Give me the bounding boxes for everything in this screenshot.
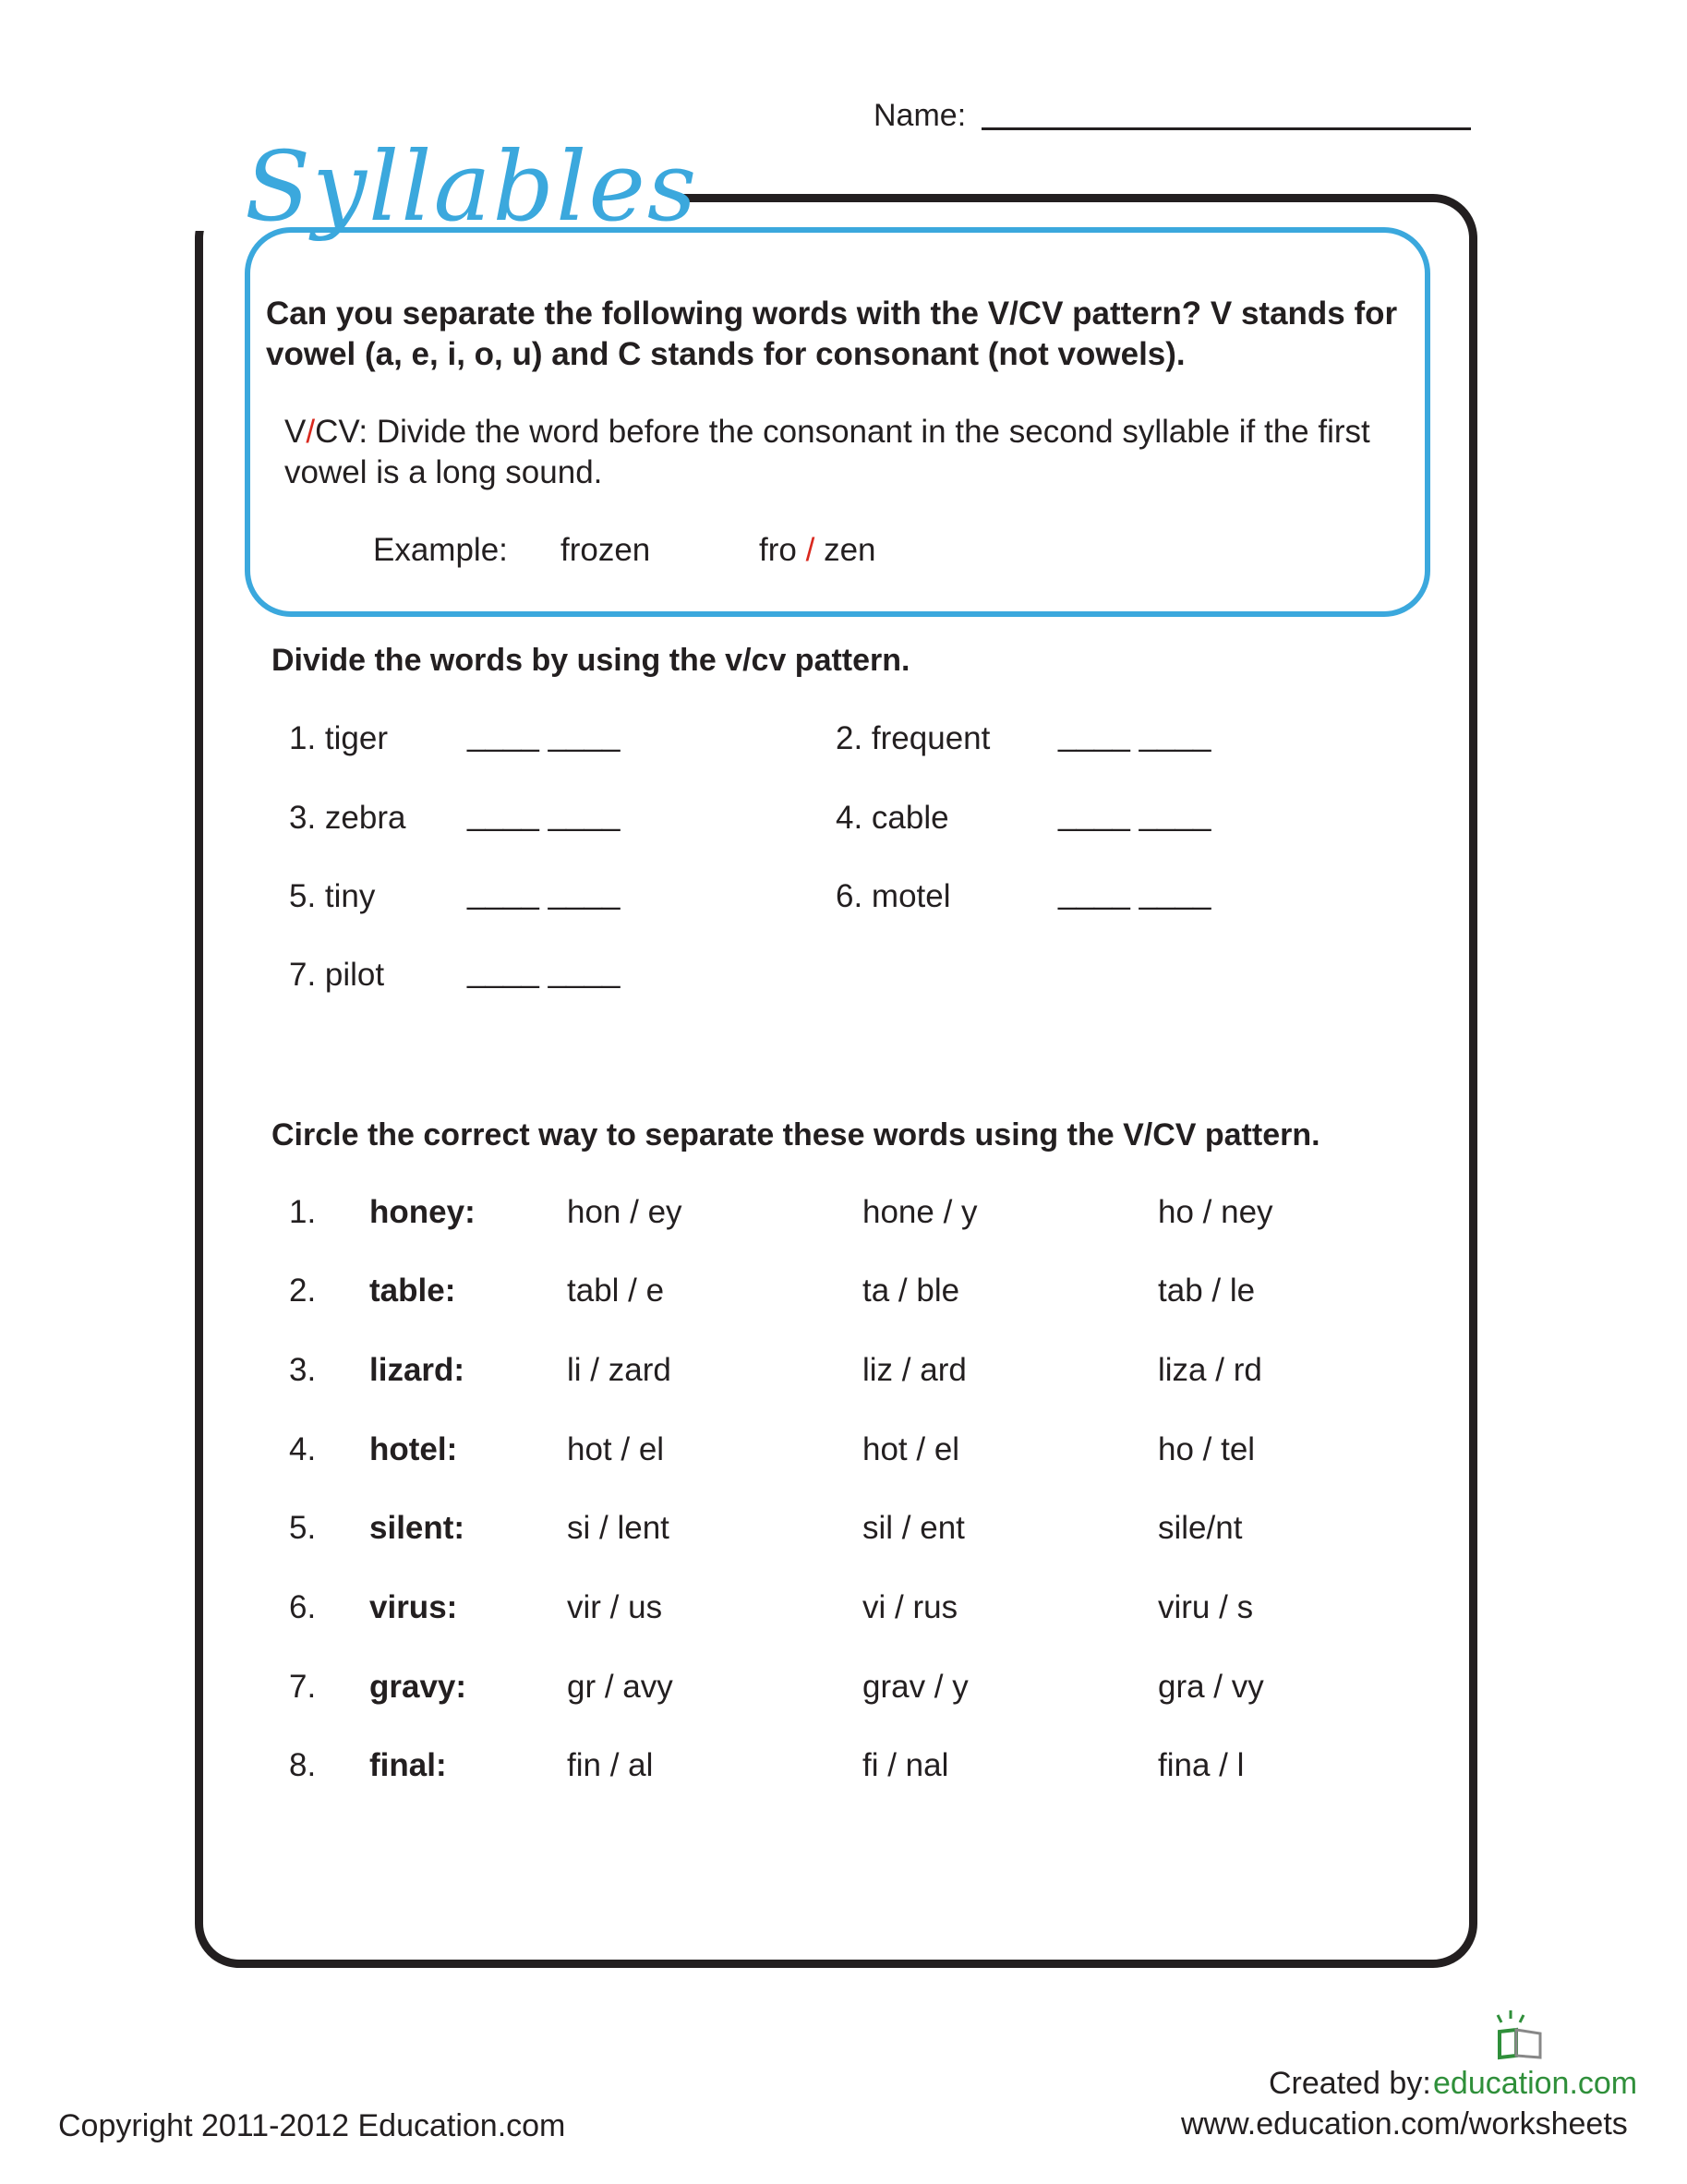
row-number: 5. — [289, 1510, 317, 1546]
option-3[interactable]: tab / le — [1158, 1273, 1256, 1309]
divide-blank-2[interactable]: ____ ____ — [1058, 717, 1211, 753]
website-url[interactable]: www.education.com/worksheets — [1181, 2106, 1628, 2142]
divide-blank-6[interactable]: ____ ____ — [1058, 875, 1211, 911]
example-part2: zen — [824, 532, 876, 568]
option-1[interactable]: gr / avy — [567, 1669, 673, 1705]
option-2[interactable]: ta / ble — [862, 1273, 960, 1309]
option-3[interactable]: gra / vy — [1158, 1669, 1264, 1705]
option-3[interactable]: ho / tel — [1158, 1431, 1256, 1467]
name-line[interactable] — [982, 127, 1471, 130]
row-word: gravy: — [369, 1669, 467, 1705]
row-word: hotel: — [369, 1431, 458, 1467]
option-2[interactable]: liz / ard — [862, 1352, 967, 1388]
option-2[interactable]: fi / nal — [862, 1747, 949, 1783]
option-1[interactable]: vir / us — [567, 1589, 663, 1625]
row-word: final: — [369, 1747, 447, 1783]
divide-item-4: 4. cable — [836, 800, 949, 836]
divide-item-2: 2. frequent — [836, 720, 991, 756]
option-2[interactable]: sil / ent — [862, 1510, 965, 1546]
option-3[interactable]: sile/nt — [1158, 1510, 1243, 1546]
option-1[interactable]: fin / al — [567, 1747, 654, 1783]
created-by-label: Created by: — [1269, 2066, 1431, 2101]
copyright-text: Copyright 2011-2012 Education.com — [58, 2108, 566, 2143]
option-3[interactable]: fina / l — [1158, 1747, 1245, 1783]
example-word: frozen — [560, 532, 651, 568]
row-number: 2. — [289, 1273, 317, 1309]
row-number: 7. — [289, 1669, 317, 1705]
option-3[interactable]: liza / rd — [1158, 1352, 1262, 1388]
row-word: table: — [369, 1273, 456, 1309]
row-number: 3. — [289, 1352, 317, 1388]
option-1[interactable]: si / lent — [567, 1510, 669, 1546]
rule-slash: / — [306, 414, 316, 450]
option-2[interactable]: grav / y — [862, 1669, 969, 1705]
option-2[interactable]: hot / el — [862, 1431, 960, 1467]
option-2[interactable]: hone / y — [862, 1194, 978, 1230]
example-slash: / — [805, 532, 815, 568]
option-1[interactable]: tabl / e — [567, 1273, 665, 1309]
row-number: 6. — [289, 1589, 317, 1625]
intro-question: Can you separate the following words with the V/CV pattern? V stands for vowel (a, e, i, o, u) and C stands for consonant (not vowels). — [266, 296, 1398, 372]
divide-blank-5[interactable]: ____ ____ — [467, 875, 621, 911]
divide-item-1: 1. tiger — [289, 720, 388, 756]
option-3[interactable]: viru / s — [1158, 1589, 1254, 1625]
name-label: Name: — [874, 98, 967, 133]
option-1[interactable]: hot / el — [567, 1431, 665, 1467]
example-label: Example: — [373, 532, 508, 568]
divide-blank-3[interactable]: ____ ____ — [467, 796, 621, 832]
divide-item-7: 7. pilot — [289, 957, 385, 993]
example-split — [759, 532, 876, 569]
divide-item-5: 5. tiny — [289, 878, 376, 914]
worksheet-title: Syllables — [245, 130, 699, 243]
rule-text — [284, 412, 1420, 493]
option-3[interactable]: ho / ney — [1158, 1194, 1273, 1230]
rule-v: V — [284, 414, 307, 450]
option-2[interactable]: vi / rus — [862, 1589, 958, 1625]
divide-blank-7[interactable]: ____ ____ — [467, 953, 621, 989]
divide-blank-1[interactable]: ____ ____ — [467, 717, 621, 753]
row-word: silent: — [369, 1510, 465, 1546]
book-logo-icon — [1494, 2009, 1549, 2061]
divide-blank-4[interactable]: ____ ____ — [1058, 796, 1211, 832]
divide-item-3: 3. zebra — [289, 800, 406, 836]
row-word: virus: — [369, 1589, 458, 1625]
divide-item-6: 6. motel — [836, 878, 951, 914]
example-part1: fro — [759, 532, 797, 568]
rule-rest: CV: Divide the word before the consonant in the second syllable if the first vowel is a long sound. — [284, 414, 1370, 490]
option-1[interactable]: hon / ey — [567, 1194, 682, 1230]
row-number: 4. — [289, 1431, 317, 1467]
section2-heading: Circle the correct way to separate these words using the V/CV pattern. — [271, 1117, 1320, 1152]
row-number: 8. — [289, 1747, 317, 1783]
row-number: 1. — [289, 1194, 317, 1230]
option-1[interactable]: li / zard — [567, 1352, 671, 1388]
section1-heading: Divide the words by using the v/cv pattern. — [271, 643, 910, 678]
education-logo-text: education.com — [1433, 2066, 1638, 2101]
row-word: honey: — [369, 1194, 476, 1230]
row-word: lizard: — [369, 1352, 465, 1388]
